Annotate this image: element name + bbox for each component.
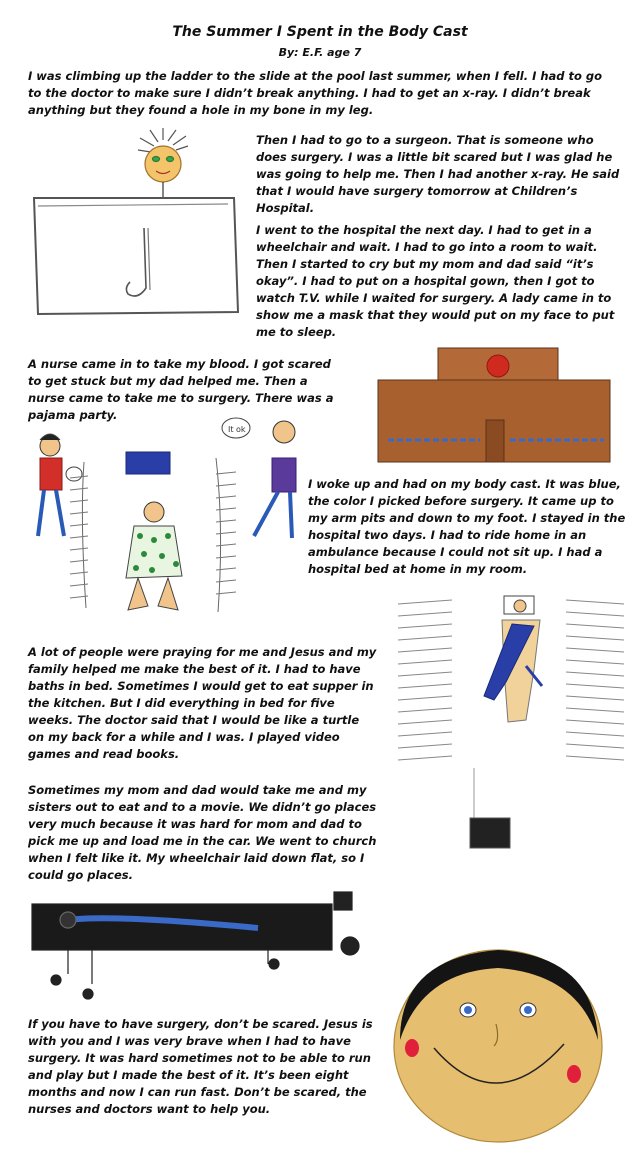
paragraph-5: I woke up and had on my body cast. It was blue, the color I picked before surgery. It came up to my arm pits and down to my foot. I stayed in the hospital two days. I had to ride home in an ambulance because I could not sit up. I had a hospital bed at home in my room. <box>308 477 626 576</box>
doctor-xray-drawing <box>28 128 250 324</box>
smiling-face-drawing <box>392 944 606 1144</box>
byline: By: E.F. age 7 <box>278 46 362 59</box>
paragraph-3: I went to the hospital the next day. I had to get in a wheelchair and wait. I had to go into a room to wait. Then I started to cry but my mom and dad said “it’s okay”. I had to put on a hospital gown, then I got to watch T.V. while I waited for surgery. A lady came in to show me a mask that they would put on my face to put me to sleep. <box>256 223 615 339</box>
document-title: The Summer I Spent in the Body Cast <box>172 24 468 40</box>
paragraph-2: Then I had to go to a surgeon. That is someone who does surgery. I was a little bit scared but I was glad he was going to help me. Then I had another x-ray. He said that I would have surgery tomorrow at Children’s Hospital. <box>256 133 620 215</box>
hospital-building-drawing <box>368 344 622 466</box>
home-bed-drawing <box>394 590 630 860</box>
paragraph-6: A lot of people were praying for me and Jesus and my family helped me make the best of it. I had to have baths in bed. Sometimes I would get to eat supper in the kitchen. But I did everything in bed for five weeks. The doctor said that I would be like a turtle on my back for a while and I was. I played video games and read books. <box>28 645 377 761</box>
paragraph-1: I was climbing up the ladder to the slide at the pool last summer, when I fell. I had to go to the doctor to make sure I didn’t break anything. I had to get an x-ray. I didn’t break anything but they found a hole in my bone in my leg. <box>28 69 603 117</box>
speech-bubble-text: It ok <box>228 425 246 434</box>
flat-wheelchair-drawing <box>28 884 364 1006</box>
paragraph-7: Sometimes my mom and dad would take me and my sisters out to eat and to a movie. We didn’t go places very much because it was hard for mom and dad to pick me up and load me in the car. We went to church when I felt like it. My wheelchair laid down flat, so I could go places. <box>28 783 377 882</box>
surgery-bed-drawing <box>30 418 308 628</box>
paragraph-4: A nurse came in to take my blood. I got scared to get stuck but my dad helped me. Then a nurse came to take me to surgery. There was a pajama party. <box>28 357 334 422</box>
paragraph-8: If you have to have surgery, don’t be scared. Jesus is with you and I was very brave when I had to have surgery. It was hard sometimes not to be able to run and play but I made the best of it. It’s been eight months and now I can run fast. Don’t be scared, the nurses and doctors want to help you. <box>28 1017 373 1116</box>
